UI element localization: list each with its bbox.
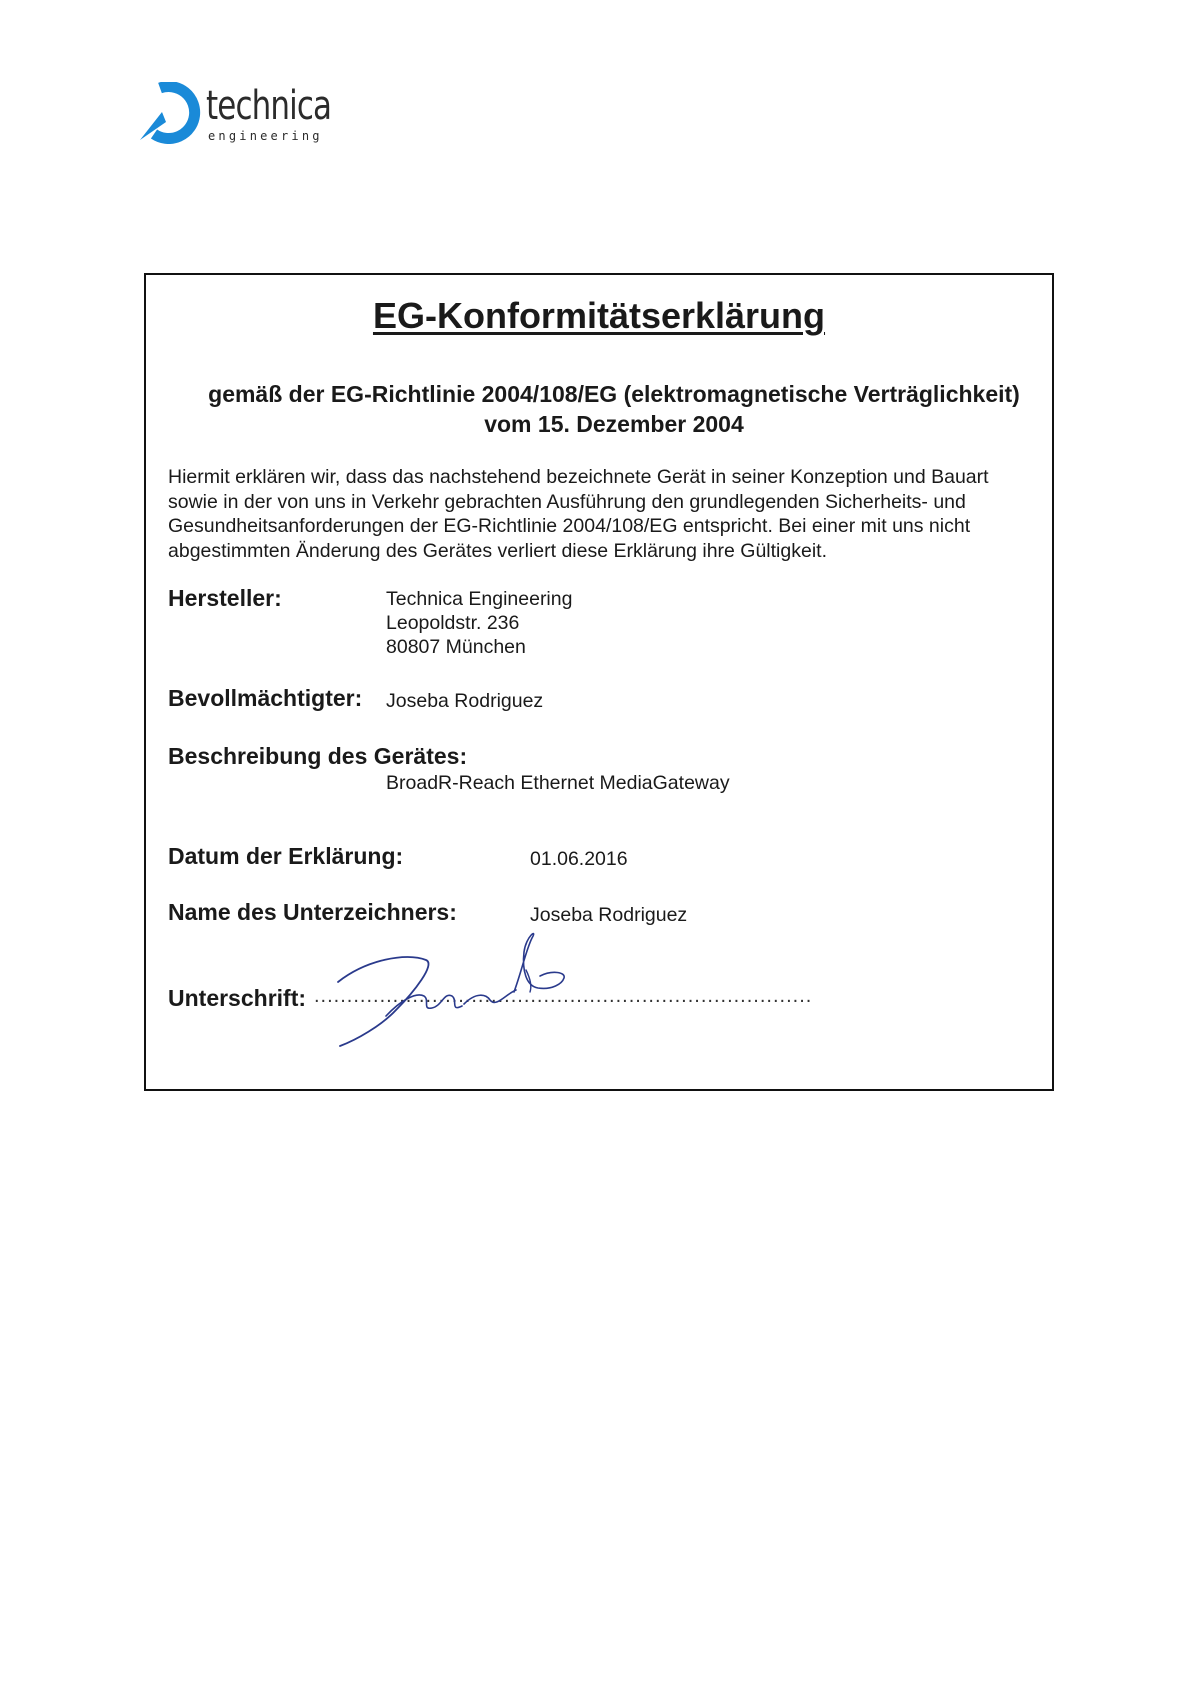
- logo-wordmark: technica: [206, 83, 332, 129]
- device-label: Beschreibung des Gerätes:: [168, 743, 468, 769]
- subtitle-directive: gemäß der EG-Richtlinie 2004/108/EG (elektromagnetische Verträglichkeit): [208, 381, 1020, 407]
- date-label: Datum der Erklärung:: [168, 843, 404, 869]
- representative-value: Joseba Rodriguez: [386, 690, 544, 712]
- representative-label: Bevollmächtigter:: [168, 685, 363, 711]
- technica-logo-icon: [140, 82, 202, 144]
- manufacturer-street: Leopoldstr. 236: [386, 612, 520, 634]
- manufacturer-city: 80807 München: [386, 636, 526, 658]
- date-value: 01.06.2016: [530, 848, 628, 870]
- signer-label: Name des Unterzeichners:: [168, 899, 457, 925]
- signer-value: Joseba Rodriguez: [530, 904, 688, 926]
- subtitle-date: vom 15. Dezember 2004: [484, 411, 744, 437]
- signature-label: Unterschrift:: [168, 985, 307, 1011]
- technica-logo: [140, 82, 330, 152]
- logo-tagline: engineering: [208, 129, 323, 143]
- handwritten-signature: [326, 930, 576, 1050]
- conformity-certificate: [144, 273, 1054, 1091]
- signature-dotted-line: ............................................................................: [314, 985, 813, 1007]
- device-value: BroadR-Reach Ethernet MediaGateway: [386, 772, 730, 794]
- manufacturer-name: Technica Engineering: [386, 588, 573, 610]
- certificate-title: EG-Konformitätserklärung: [372, 295, 826, 336]
- declaration-text: Hiermit erklären wir, dass das nachstehend bezeichnete Gerät in seiner Konzeption und Bauart sowie in der von uns in Verkehr gebrachten Ausführung den grundlegenden Sicherheits- und Gesundheitsanforderungen der EG-Richtlinie 2004/108/EG entspricht. Bei einer mit uns nicht abgestimmten Änderung des Gerätes verliert diese Erklärung ihre Gültigkeit.: [168, 466, 989, 562]
- certificate-subtitle: [176, 379, 1052, 439]
- manufacturer-label: Hersteller:: [168, 585, 282, 611]
